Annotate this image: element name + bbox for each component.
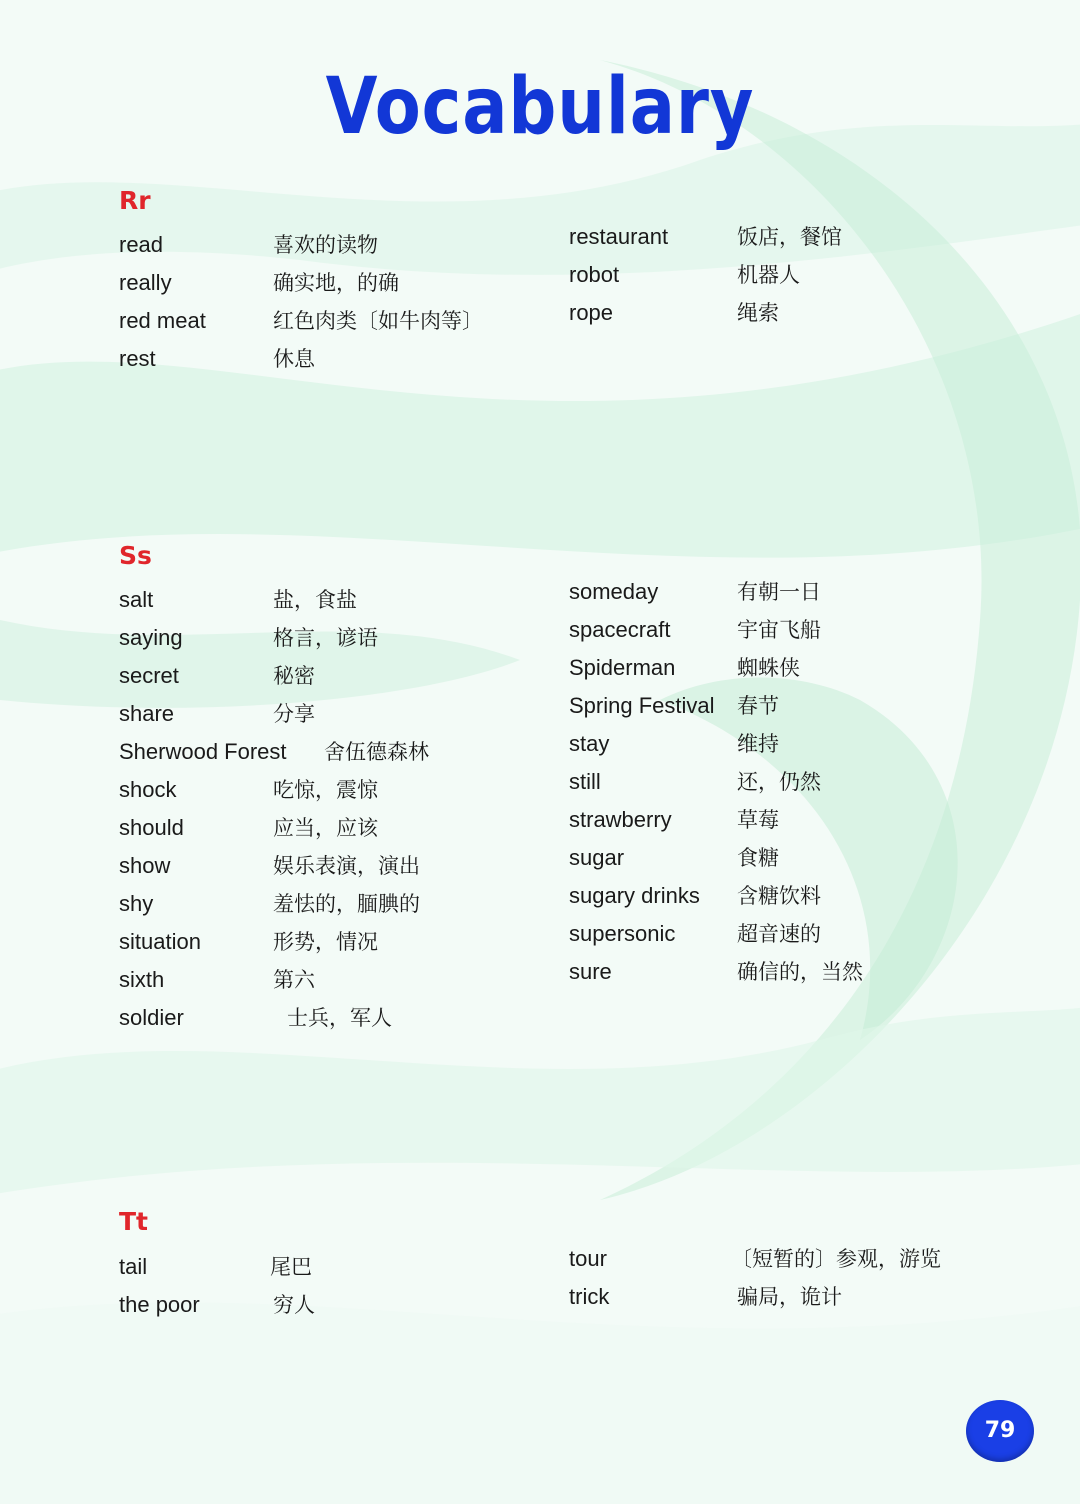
vocab-word: rope [569,300,614,325]
vocab-entry [119,809,549,847]
vocab-word: supersonic [569,921,676,946]
section-letter-r: Rr [119,186,151,215]
vocab-entry [569,839,989,877]
vocab-entry [569,573,989,611]
vocab-word: Spiderman [569,655,676,680]
section-t-right-list [569,1240,1009,1316]
vocab-entry [569,915,989,953]
vocab-meaning: 休息 [273,347,315,371]
vocab-meaning: 绳索 [737,301,779,325]
vocab-word: red meat [119,308,206,333]
vocab-meaning: 红色肉类〔如牛肉等〕 [273,309,483,333]
vocab-word: show [119,853,171,878]
section-letter-t: Tt [119,1207,149,1236]
section-r-left-list [119,226,539,378]
vocab-word: the poor [119,1292,200,1317]
vocab-meaning: 应当，应该 [273,816,378,840]
vocab-meaning: 蜘蛛侠 [737,656,800,680]
vocab-meaning: 娱乐表演，演出 [273,854,420,878]
page-number-badge: 79 [966,1400,1034,1462]
vocab-word: strawberry [569,807,672,832]
vocab-meaning: 确实地，的确 [273,271,399,295]
vocab-entry [569,877,989,915]
vocab-meaning: 有朝一日 [737,580,821,604]
vocab-meaning: 维持 [737,732,779,756]
vocab-entry [569,801,989,839]
vocab-entry [119,847,549,885]
vocab-word: Sherwood Forest [119,739,287,764]
vocab-meaning: 分享 [273,702,315,726]
vocab-entry [569,953,989,991]
vocab-meaning: 骗局，诡计 [737,1285,842,1309]
vocab-entry [569,611,989,649]
vocab-entry [569,218,989,256]
vocab-entry [119,1248,539,1286]
vocab-meaning: 含糖饮料 [737,884,821,908]
vocab-word: restaurant [569,224,669,249]
vocab-meaning: 〔短暂的〕参观，游览 [731,1247,941,1271]
vocab-entry [119,695,549,733]
vocab-word: shock [119,777,177,802]
vocab-entry [119,581,549,619]
vocab-entry [119,226,539,264]
vocab-entry [119,1286,539,1324]
vocab-entry [119,657,549,695]
vocab-word: secret [119,663,179,688]
vocab-meaning: 尾巴 [270,1255,312,1279]
vocab-meaning: 穷人 [273,1293,315,1317]
vocab-word: stay [569,731,610,756]
vocab-word: really [119,270,172,295]
vocab-meaning: 还，仍然 [737,770,821,794]
vocab-entry [119,302,539,340]
vocab-meaning: 春节 [737,694,779,718]
vocab-word: sixth [119,967,165,992]
vocab-entry [569,294,989,332]
vocab-word: read [119,232,164,257]
vocab-entry [119,923,549,961]
vocab-word: share [119,701,175,726]
vocab-word: should [119,815,184,840]
vocab-meaning: 确信的，当然 [737,960,863,984]
vocab-word: soldier [119,1005,184,1030]
section-s-left-list [119,581,549,1037]
section-s-right-list [569,573,989,991]
vocab-word: situation [119,929,201,954]
section-r-right-list [569,218,989,332]
vocab-word: robot [569,262,620,287]
vocab-word: rest [119,346,156,371]
vocab-word: sugary drinks [569,883,700,908]
vocab-word: still [569,769,601,794]
vocab-word: someday [569,579,659,604]
vocab-word: trick [569,1284,610,1309]
vocab-word: spacecraft [569,617,671,642]
vocab-word: shy [119,891,154,916]
vocab-word: sure [569,959,612,984]
vocab-entry [119,771,549,809]
vocab-entry [119,999,549,1037]
vocab-meaning: 喜欢的读物 [273,233,378,257]
section-letter-s: Ss [119,541,152,570]
vocab-entry [569,725,989,763]
vocab-entry [569,763,989,801]
vocab-entry [569,649,989,687]
vocab-meaning: 舍伍德森林 [324,740,429,764]
vocab-meaning: 机器人 [737,263,800,287]
vocab-entry [569,256,989,294]
page-title: Vocabulary [325,62,755,152]
vocab-meaning: 食糖 [737,846,779,870]
vocab-word: sugar [569,845,625,870]
vocab-word: tour [569,1246,607,1271]
vocab-entry [569,1240,1009,1278]
vocab-meaning: 吃惊，震惊 [273,778,378,802]
vocab-entry [569,687,989,725]
vocab-meaning: 盐，食盐 [273,588,357,612]
vocab-word: salt [119,587,154,612]
vocab-meaning: 秘密 [273,664,315,688]
vocab-meaning: 超音速的 [737,922,821,946]
vocab-entry [569,1278,1009,1316]
vocab-entry [119,885,549,923]
vocab-entry [119,961,549,999]
vocab-meaning: 第六 [273,968,315,992]
vocab-word: Spring Festival [569,693,715,718]
vocab-entry [119,733,549,771]
vocab-meaning: 格言，谚语 [273,626,378,650]
vocab-meaning: 宇宙飞船 [737,618,821,642]
vocab-meaning: 草莓 [737,808,779,832]
vocab-meaning: 饭店，餐馆 [737,225,842,249]
vocab-meaning: 形势，情况 [273,930,378,954]
vocab-meaning: 士兵，军人 [287,1006,392,1030]
vocab-entry [119,619,549,657]
vocab-entry [119,264,539,302]
vocab-meaning: 羞怯的，腼腆的 [273,892,420,916]
vocab-word: saying [119,625,183,650]
vocab-entry [119,340,539,378]
vocab-word: tail [119,1254,148,1279]
section-t-left-list [119,1248,539,1324]
